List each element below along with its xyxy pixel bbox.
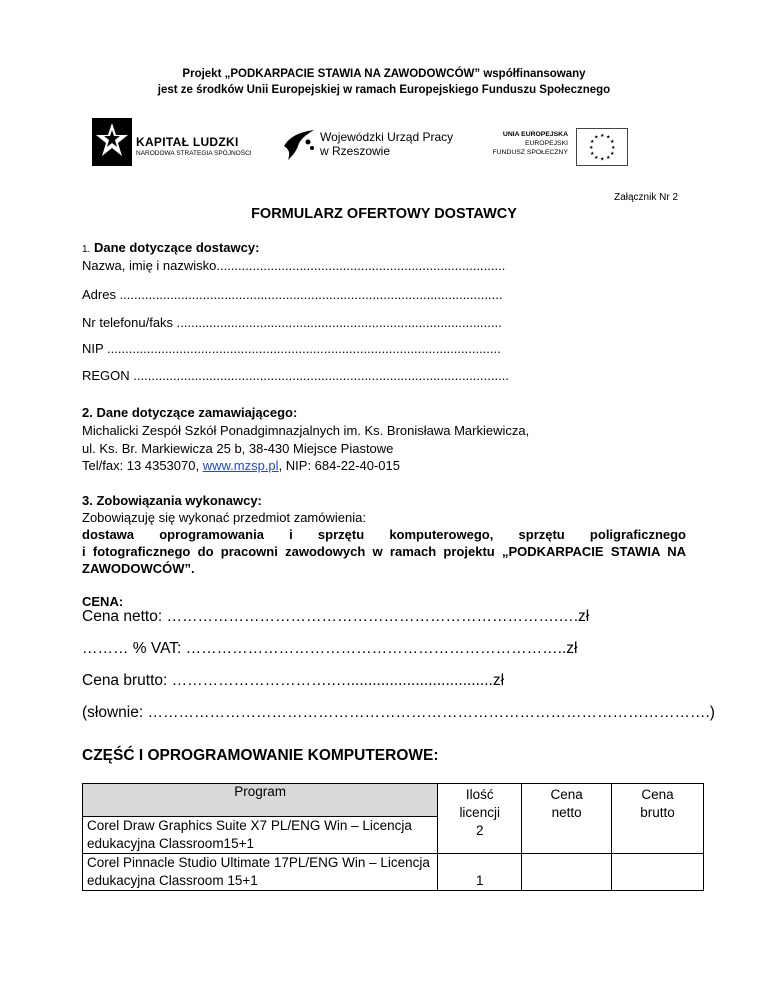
section1-heading	[82, 239, 259, 258]
kapital-ludzki-subtitle: NARODOWA STRATEGIA SPÓJNOŚCI	[136, 150, 252, 157]
price-netto-field[interactable]: Cena netto: ………………………………………………………………….….zł	[82, 608, 590, 625]
section3-heading: 3. Zobowiązania wykonawcy:	[82, 493, 262, 508]
section2-heading: 2. Dane dotyczące zamawiającego:	[82, 405, 298, 420]
logo-row	[90, 118, 650, 170]
svg-text:★: ★	[610, 151, 615, 157]
row2-qty: 1	[438, 854, 522, 891]
software-table	[82, 783, 704, 891]
part1-heading: CZĘŚĆ I OPROGRAMOWANIE KOMPUTEROWE:	[82, 747, 439, 764]
eu-line-2: EUROPEJSKI	[524, 140, 568, 147]
vat-field[interactable]: ……… % VAT: ………………………………………………………………..zł	[82, 640, 578, 657]
buyer-website-link[interactable]: www.mzsp.pl	[202, 458, 279, 473]
price-label: CENA:	[82, 594, 124, 609]
row2-program: Corel Pinnacle Studio Ultimate 17PL/ENG Win – Licencja edukacyjna Classroom 15+1	[83, 854, 438, 891]
buyer-nip-text: , NIP: 684-22-40-015	[278, 458, 400, 473]
svg-text:★: ★	[594, 134, 599, 141]
kapital-ludzki-logo	[90, 118, 260, 168]
row1-brutto-cell[interactable]	[612, 784, 704, 854]
buyer-contact-text: Tel/fax: 13 4353070,	[82, 458, 203, 473]
row1-qty: 2	[475, 823, 484, 838]
row1-program: Corel Draw Graphics Suite X7 PL/ENG Win – Licencja edukacyjna Classroom15+1	[83, 817, 438, 854]
price-in-words-field[interactable]: (słownie: ……………………………………………………………………………………………….)	[82, 704, 715, 721]
eu-text	[486, 130, 568, 157]
wup-text	[320, 130, 453, 158]
obligation-intro: Zobowiązuję się wykonać przedmiot zamówienia:	[82, 510, 366, 525]
col-header-brutto: Cena brutto	[640, 787, 675, 820]
form-title: FORMULARZ OFERTOWY DOSTAWCY	[251, 206, 517, 222]
wup-bird-icon	[282, 126, 316, 162]
kapital-ludzki-icon	[92, 118, 132, 166]
col-header-program: Program	[83, 784, 438, 817]
col-header-qty: Ilość licencji	[459, 787, 500, 820]
buyer-line-1: Michalicki Zespół Szkół Ponadgimnazjalnych im. Ks. Bronisława Markiewicza,	[82, 423, 530, 438]
obligation-subject-line-2: i fotograficznego do pracowni zawodowych w ramach projektu „PODKARPACIE STAWIA NA ZAWODOWCÓW”.	[82, 544, 686, 576]
supplier-name-field[interactable]: Nazwa, imię i nazwisko................................................................................	[82, 258, 506, 273]
supplier-nip-field[interactable]: NIP .............................................................................................................	[82, 341, 501, 356]
kapital-ludzki-title: KAPITAŁ LUDZKI	[136, 135, 239, 149]
svg-text:★: ★	[610, 139, 615, 145]
svg-text:★: ★	[590, 151, 595, 157]
attachment-label: Załącznik Nr 2	[614, 192, 678, 203]
svg-text:★: ★	[600, 156, 605, 163]
project-header-line-2: jest ze środków Unii Europejskiej w ramach Europejskiego Funduszu Społecznego	[157, 84, 611, 96]
table-header-row	[83, 784, 704, 817]
section1-heading-text: Dane dotyczące dostawcy:	[93, 240, 260, 255]
eu-line-3: FUNDUSZ SPOŁECZNY	[492, 149, 568, 156]
wup-line-1: Wojewódzki Urząd Pracy	[320, 130, 454, 144]
row1-qty-cell	[438, 784, 522, 854]
eu-flag-icon	[576, 128, 628, 166]
supplier-regon-field[interactable]: REGON ........................................................................................................	[82, 368, 509, 383]
table-row	[83, 854, 704, 891]
buyer-line-2: ul. Ks. Br. Markiewicza 25 b, 38-430 Miejsce Piastowe	[82, 441, 394, 456]
price-brutto-field[interactable]: Cena brutto: ………………………….…..................................zł	[82, 672, 505, 689]
wup-logo	[282, 126, 472, 166]
supplier-phone-field[interactable]: Nr telefonu/faks ..........................................................................................	[82, 315, 502, 330]
eu-logo	[486, 126, 646, 168]
section1-number: 1.	[82, 244, 91, 255]
svg-text:★: ★	[589, 145, 594, 151]
supplier-address-field[interactable]: Adres ..........................................................................................................	[82, 287, 503, 302]
project-header-line-1: Projekt „PODKARPACIE STAWIA NA ZAWODOWCÓW” współfinansowany	[182, 68, 586, 80]
row2-brutto-cell[interactable]	[612, 854, 704, 891]
eu-line-1: UNIA EUROPEJSKA	[502, 131, 568, 138]
svg-text:★: ★	[606, 155, 611, 161]
svg-text:★: ★	[606, 134, 611, 141]
row1-netto-cell[interactable]	[522, 784, 612, 854]
svg-text:★: ★	[594, 155, 599, 161]
buyer-line-3	[82, 457, 400, 474]
svg-text:★: ★	[611, 145, 616, 151]
obligation-subject-line-1: dostawa oprogramowania i sprzętu komputerowego, sprzętu poligraficznego	[82, 527, 686, 542]
row2-netto-cell[interactable]	[522, 854, 612, 891]
svg-text:★: ★	[590, 139, 595, 145]
col-header-netto: Cena netto	[550, 787, 583, 820]
svg-text:★: ★	[600, 133, 605, 139]
wup-line-2: w Rzeszowie	[320, 144, 391, 158]
